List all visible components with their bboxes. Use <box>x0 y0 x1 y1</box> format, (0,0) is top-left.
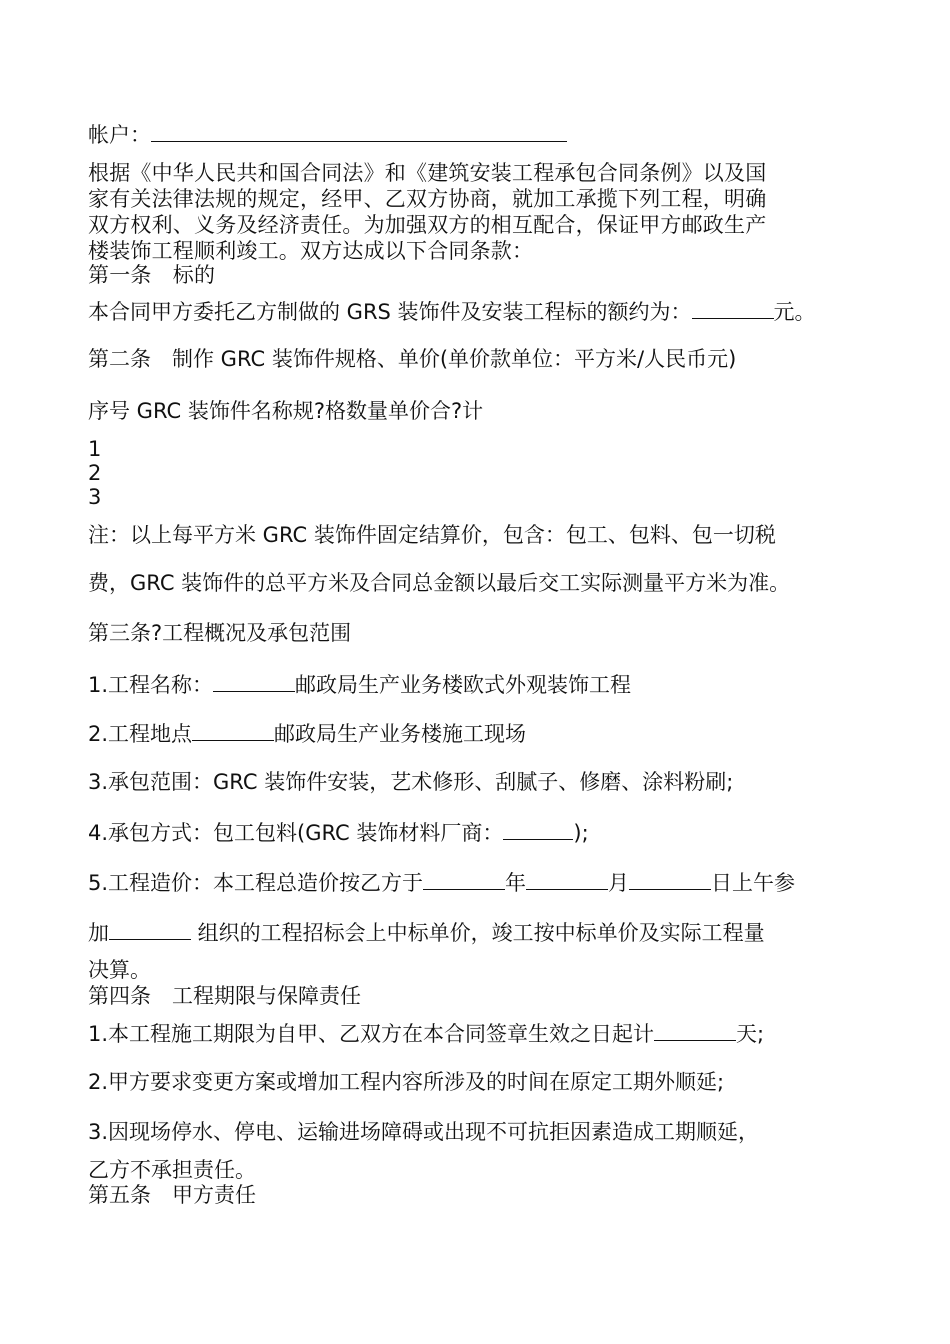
project-location-blank <box>192 720 274 741</box>
intro-line-4: 楼装饰工程顺利竣工。双方达成以下合同条款： <box>88 239 534 263</box>
table-row: 1 <box>88 437 102 461</box>
intro-line-1: 根据《中华人民共和国合同法》和《建筑安装工程承包合同条例》以及国 <box>88 161 767 185</box>
article1-text-before: 本合同甲方委托乙方制做的 GRS 装饰件及安装工程标的额约为： <box>88 300 692 324</box>
article3-item5-line2-prefix: 加 <box>88 921 109 945</box>
manufacturer-blank <box>503 819 573 840</box>
article4-heading: 第四条 工程期限与保障责任 <box>88 984 361 1008</box>
article1-text <box>88 298 816 325</box>
article3-heading: 第三条?工程概况及承包范围 <box>88 621 352 645</box>
article1-heading: 第一条 标的 <box>88 263 216 287</box>
intro-line-2: 家有关法律法规的规定，经甲、乙双方协商，就加工承揽下列工程，明确 <box>88 187 767 211</box>
day-blank <box>629 869 711 890</box>
article3-item5-line2-suffix: 组织的工程招标会上中标单价，竣工按中标单价及实际工程量 <box>191 921 765 945</box>
article3-item-5 <box>88 869 795 896</box>
article3-item5-year: 年 <box>505 871 527 895</box>
article4-item1-prefix: 1.本工程施工期限为自甲、乙双方在本合同签章生效之日起计 <box>88 1022 655 1046</box>
days-blank <box>654 1020 736 1041</box>
project-name-blank <box>213 671 295 692</box>
article3-item5-month: 月 <box>608 871 630 895</box>
article3-item2-suffix: 邮政局生产业务楼施工现场 <box>274 722 527 746</box>
account-line <box>88 121 567 148</box>
account-blank <box>151 121 567 142</box>
article2-heading: 第二条 制作 GRC 装饰件规格、单价(单价款单位：平方米/人民币元) <box>88 347 737 371</box>
article3-item1-prefix: 1.工程名称： <box>88 673 214 697</box>
article3-item2-prefix: 2.工程地点 <box>88 722 193 746</box>
account-label: 帐户： <box>88 123 151 147</box>
article3-item4-prefix: 4.承包方式：包工包料(GRC 装饰材料厂商： <box>88 821 504 845</box>
article2-table-header: 序号 GRC 装饰件名称规?格数量单价合?计 <box>88 399 484 423</box>
article3-item-5-line-2 <box>88 919 765 946</box>
article1-text-after: 元。 <box>773 300 816 324</box>
article4-item1-suffix: 天; <box>736 1022 765 1046</box>
organizer-blank <box>109 919 191 940</box>
article2-note-line-1: 注：以上每平方米 GRC 装饰件固定结算价，包含：包工、包料、包一切税 <box>88 523 776 547</box>
article4-item-3-line-1: 3.因现场停水、停电、运输进场障碍或出现不可抗拒因素造成工期顺延， <box>88 1120 760 1144</box>
table-row: 3 <box>88 485 102 509</box>
article3-item-1 <box>88 671 631 698</box>
article3-item5-prefix: 5.工程造价：本工程总造价按乙方于 <box>88 871 424 895</box>
article4-item-2: 2.甲方要求变更方案或增加工程内容所涉及的时间在原定工期外顺延; <box>88 1070 725 1094</box>
article1-amount-blank <box>692 298 774 319</box>
article4-item-1 <box>88 1020 764 1047</box>
article3-item-2 <box>88 720 526 747</box>
article3-item-4 <box>88 819 589 846</box>
article3-item5-day: 日上午参 <box>711 871 796 895</box>
table-row: 2 <box>88 461 102 485</box>
year-blank <box>423 869 505 890</box>
intro-line-3: 双方权利、义务及经济责任。为加强双方的相互配合，保证甲方邮政生产 <box>88 213 767 237</box>
article3-item-3: 3.承包范围：GRC 装饰件安装，艺术修形、刮腻子、修磨、涂料粉刷; <box>88 770 734 794</box>
article3-item4-suffix: ); <box>573 821 589 845</box>
article5-heading: 第五条 甲方责任 <box>88 1183 256 1207</box>
article2-note-line-2: 费，GRC 装饰件的总平方米及合同总金额以最后交工实际测量平方米为准。 <box>88 571 791 595</box>
article3-item1-suffix: 邮政局生产业务楼欧式外观装饰工程 <box>295 673 632 697</box>
month-blank <box>526 869 608 890</box>
article3-item-5-line-3: 决算。 <box>88 958 151 982</box>
article4-item-3-line-2: 乙方不承担责任。 <box>88 1158 256 1182</box>
